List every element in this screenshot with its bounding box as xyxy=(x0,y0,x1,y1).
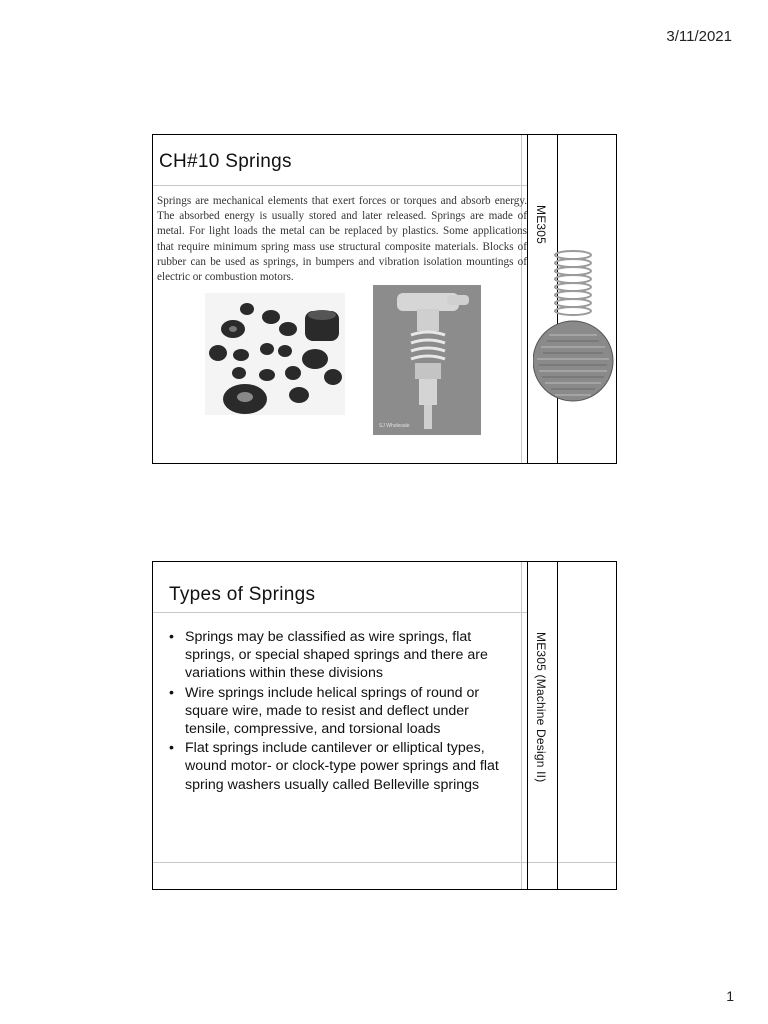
list-item: • Flat springs include cantilever or elliptical types, wound motor- or clock-type power springs and flat spring washers usually called Belleville springs xyxy=(169,740,499,793)
slide-title: CH#10 Springs xyxy=(159,151,292,172)
band-right-line xyxy=(557,562,558,889)
title-divider xyxy=(153,185,527,186)
course-label: ME305 xyxy=(534,205,548,245)
springs-definition-text: Springs are mechanical elements that exert forces or torques and absorb energy. The absorbed energy is usually stored and later released. Springs are made of metal. For light loads the metal can be replaced by plastics. Some applications that require minimum spring mass use structural composite materials. Blocks of rubber can be used as springs, in bumpers and vibration isolation mountings of electric or combustion motors. xyxy=(157,195,527,284)
bullet-icon: • xyxy=(169,684,174,701)
list-item: • Wire springs include helical springs of round or square wire, made to resist and deflect under tensile, compressive, and torsional loads xyxy=(169,684,480,738)
rubber-parts-photo xyxy=(205,293,345,415)
title-divider xyxy=(153,612,527,613)
pump-dispenser-photo xyxy=(373,285,481,435)
bullet-icon: • xyxy=(169,740,174,757)
course-label: ME305 (Machine Design II) xyxy=(534,632,548,783)
content-edge-line xyxy=(521,562,522,889)
slide-title: Types of Springs xyxy=(169,584,316,605)
band-left-line xyxy=(527,562,528,889)
footer-divider xyxy=(153,862,616,863)
slide-ch10-springs xyxy=(152,134,617,464)
bullet-icon: • xyxy=(169,629,174,645)
slide-types-of-springs xyxy=(152,561,617,890)
spring-types-list xyxy=(167,628,513,795)
page-date: 3/11/2021 xyxy=(666,28,732,45)
list-item: • Springs may be classified as wire springs, flat springs, or special shaped springs and there are variations within these divisions xyxy=(169,629,488,682)
content-edge-line xyxy=(521,135,522,463)
spring-ball-illustration xyxy=(533,243,617,403)
page-number: 1 xyxy=(726,988,734,1004)
band-left-line xyxy=(527,135,528,463)
pump-watermark: SJ Wholesale xyxy=(379,423,410,429)
